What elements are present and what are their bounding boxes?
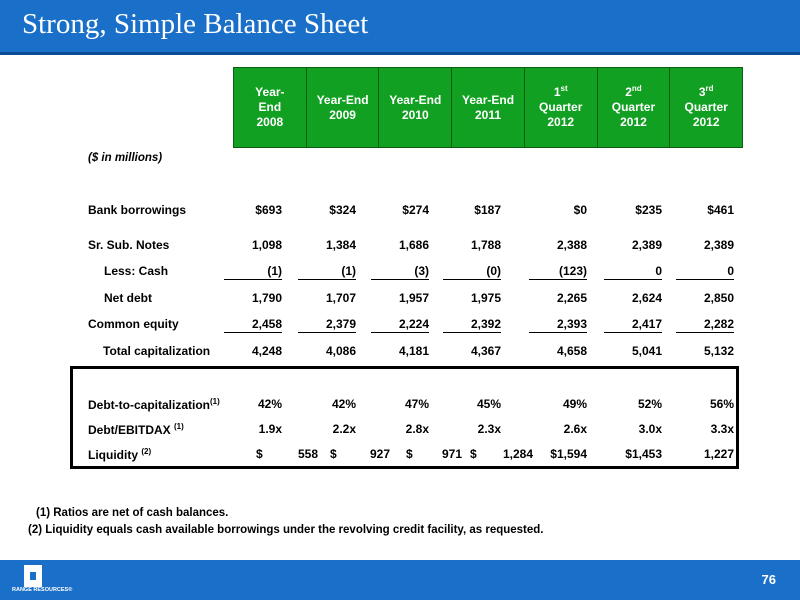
row-label: Net debt xyxy=(104,291,152,305)
table-cell: 0 xyxy=(676,264,734,280)
page-number: 76 xyxy=(761,572,776,587)
footnotes xyxy=(28,505,544,539)
table-cell: (3) xyxy=(371,264,429,280)
column-header-ye2011: Year-End 2011 xyxy=(451,68,524,147)
table-cell: 4,658 xyxy=(556,344,587,358)
title-underline xyxy=(0,52,800,55)
table-cell: 2,393 xyxy=(529,317,587,333)
table-cell: $461 xyxy=(707,203,734,217)
table-cell: $ 1,284 xyxy=(470,447,533,461)
table-cell: 4,367 xyxy=(470,344,501,358)
column-header-q1-2012: 1st Quarter 2012 xyxy=(524,68,597,147)
table-cell: (1) xyxy=(224,264,282,280)
table-cell: 2,389 xyxy=(703,238,734,252)
table-cell: 2,282 xyxy=(676,317,734,333)
table-cell: 5,132 xyxy=(703,344,734,358)
table-cell: 2,850 xyxy=(703,291,734,305)
table-cell: 2,224 xyxy=(371,317,429,333)
table-cell: 49% xyxy=(562,397,587,411)
footer-bar xyxy=(0,560,800,600)
row-label: Sr. Sub. Notes xyxy=(88,238,170,252)
table-row-bank-borrowings xyxy=(0,203,800,219)
table-row-liquidity xyxy=(0,447,800,463)
table-cell: 4,181 xyxy=(398,344,429,358)
column-header-ye2010: Year-End 2010 xyxy=(378,68,451,147)
table-cell: 2,458 xyxy=(224,317,282,333)
column-header-ye2009: Year-End 2009 xyxy=(306,68,379,147)
row-label: Common equity xyxy=(88,317,179,331)
range-resources-logo xyxy=(12,563,73,597)
table-cell: 45% xyxy=(476,397,501,411)
table-cell: 0 xyxy=(604,264,662,280)
table-cell: 1,098 xyxy=(251,238,282,252)
table-cell: 1,227 xyxy=(703,447,734,461)
table-cell: 1,788 xyxy=(470,238,501,252)
table-cell: 2,392 xyxy=(443,317,501,333)
table-cell: 1,707 xyxy=(325,291,356,305)
table-cell: 5,041 xyxy=(631,344,662,358)
table-cell: (0) xyxy=(443,264,501,280)
table-cell: 1,975 xyxy=(470,291,501,305)
table-cell: 1,384 xyxy=(325,238,356,252)
table-row-sr-sub-notes xyxy=(0,238,800,254)
table-cell: 2.2x xyxy=(332,422,356,436)
column-header-q3-2012: 3rd Quarter 2012 xyxy=(669,68,742,147)
table-cell: 2.3x xyxy=(477,422,501,436)
table-cell: 3.3x xyxy=(710,422,734,436)
table-cell: 2,417 xyxy=(604,317,662,333)
table-cell: $693 xyxy=(255,203,282,217)
table-cell: (1) xyxy=(298,264,356,280)
table-row-common-equity xyxy=(0,317,800,333)
table-cell: 42% xyxy=(331,397,356,411)
table-cell: 1,957 xyxy=(398,291,429,305)
table-cell: 4,248 xyxy=(251,344,282,358)
table-cell: 4,086 xyxy=(325,344,356,358)
table-cell: 1.9x xyxy=(258,422,282,436)
table-cell: 2,379 xyxy=(298,317,356,333)
table-cell: $235 xyxy=(635,203,662,217)
table-cell: 1,790 xyxy=(251,291,282,305)
slide-title: Strong, Simple Balance Sheet xyxy=(22,8,369,40)
footnote-ref: (1) xyxy=(210,397,220,406)
table-cell: 56% xyxy=(709,397,734,411)
logo-text: RANGE RESOURCES® xyxy=(12,587,73,593)
table-cell: 2,265 xyxy=(556,291,587,305)
table-cell: 2,388 xyxy=(556,238,587,252)
table-row-total-capitalization xyxy=(0,344,800,360)
row-label: Bank borrowings xyxy=(88,203,187,217)
table-cell: $ 558 xyxy=(256,447,318,461)
table-cell: $274 xyxy=(402,203,429,217)
row-label: Debt/EBITDAX $^{(1)}$ xyxy=(88,422,184,437)
column-header-q2-2012: 2nd Quarter 2012 xyxy=(597,68,670,147)
column-header-ye2008: Year- End 2008 xyxy=(255,85,285,129)
row-label: Less: Cash xyxy=(104,264,169,278)
table-cell: $324 xyxy=(329,203,356,217)
table-cell: 3.0x xyxy=(638,422,662,436)
table-cell: 2.6x xyxy=(563,422,587,436)
footnote-ref: (2) xyxy=(141,447,152,456)
table-cell: $0 xyxy=(573,203,587,217)
table-cell: 52% xyxy=(637,397,662,411)
table-cell: 2.8x xyxy=(405,422,429,436)
table-cell: 2,389 xyxy=(631,238,662,252)
table-cell: 1,686 xyxy=(398,238,429,252)
table-row-debt-to-capitalization xyxy=(0,397,800,413)
table-row-net-debt xyxy=(0,291,800,307)
row-label: Total capitalization xyxy=(103,344,211,358)
table-cell: $187 xyxy=(474,203,501,217)
row-label: Liquidity $^{(2)}$ xyxy=(88,447,152,462)
table-cell: 2,624 xyxy=(631,291,662,305)
table-cell: $ 971 xyxy=(406,447,462,461)
units-label: ($ in millions) xyxy=(88,152,163,164)
table-row-debt-ebitdax xyxy=(0,422,800,438)
logo-mark-icon xyxy=(24,565,42,587)
table-row-less-cash xyxy=(0,264,800,280)
table-cell: $ 927 xyxy=(330,447,390,461)
table-cell: 47% xyxy=(404,397,429,411)
footnote-2: (2) Liquidity equals cash available borrowings under the revolving credit facility, as requested. xyxy=(28,524,544,536)
row-label: Debt-to-capitalization$^{(1)}$ xyxy=(88,397,220,412)
table-cell: $1,594 xyxy=(550,447,587,461)
title-bar xyxy=(0,0,800,52)
table-cell: (123) xyxy=(529,264,587,280)
table-cell: 42% xyxy=(257,397,282,411)
footnote-ref: (1) xyxy=(174,422,184,431)
footnote-1: (1) Ratios are net of cash balances. xyxy=(36,507,229,519)
table-cell: $1,453 xyxy=(625,447,662,461)
column-header-row xyxy=(233,67,743,148)
